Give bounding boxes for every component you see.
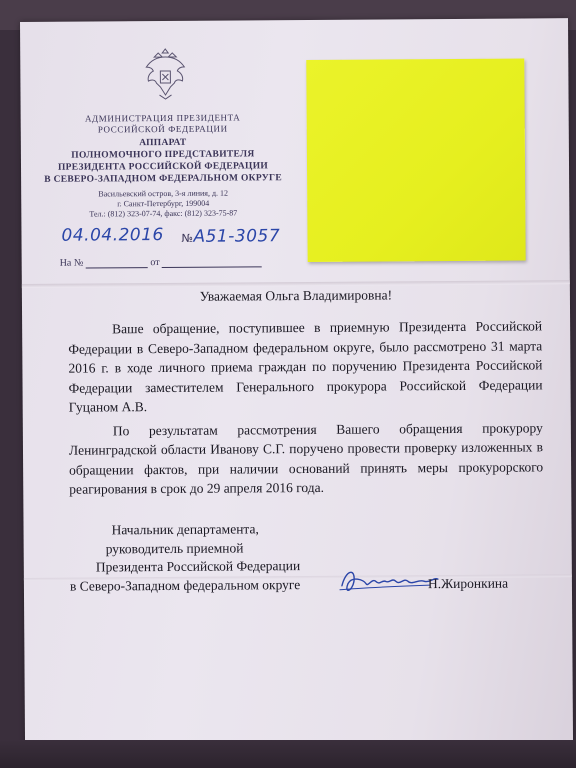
handwritten-date: 04.04.2016 xyxy=(61,225,164,246)
dept-line-4: В СЕВЕРО-ЗАПАДНОМ ФЕДЕРАЛЬНОМ ОКРУГЕ xyxy=(44,173,282,185)
letter-body xyxy=(68,316,543,503)
ref-from-label: от xyxy=(150,257,160,269)
letterhead xyxy=(43,112,284,220)
address-line-3: Тел.: (812) 323-07-74, факс: (812) 323-75-87 xyxy=(89,208,238,219)
address-line-2: г. Санкт-Петербург, 199004 xyxy=(117,198,210,209)
handwritten-number: А51-3057 xyxy=(193,226,281,247)
signer-title-3: Президента Российской Федерации xyxy=(95,558,301,575)
ref-label: На № xyxy=(59,257,84,269)
ref-number-blank xyxy=(86,257,148,268)
coat-of-arms-icon xyxy=(140,43,190,103)
address-line-1: Васильевский остров, 3-я линия, д. 12 xyxy=(98,188,229,199)
signature-block xyxy=(69,520,300,596)
dept-line-1: АППАРАТ xyxy=(139,137,187,149)
registration-number xyxy=(181,226,280,247)
background-bottom xyxy=(0,740,576,768)
signer-name: Н.Жиронкина xyxy=(427,575,509,592)
paragraph-1: Ваше обращение, поступившее в приемную Президента Российской Федерации в Северо-Западном федеральном округе, было рассмотрено 31 марта 2016 г. в ходе личного приема граждан по поручению Президента Российской Федерации заместителем Генерального прокурора Российской Федерации Гуцаном А.В. xyxy=(68,318,543,415)
dept-line-3: ПРЕЗИДЕНТА РОССИЙСКОЙ ФЕДЕРАЦИИ xyxy=(57,161,269,173)
signer-title-2: руководитель приемной xyxy=(105,539,244,556)
reference-line xyxy=(60,256,263,268)
paragraph-2: По результатам рассмотрения Вашего обращения прокурору Ленинградской области Иванову С.Г. поручено провести проверку изложенных в обращении фактов, при наличии оснований принять меры прокурорского реагирования в срок до 29 апреля 2016 года. xyxy=(68,419,544,497)
dept-line-2: ПОЛНОМОЧНОГО ПРЕДСТАВИТЕЛЯ xyxy=(71,149,255,161)
salutation: Уважаемая Ольга Владимировна! xyxy=(199,287,393,304)
letter-page xyxy=(20,18,573,768)
number-sign: № xyxy=(181,231,194,245)
signer-title-4: в Северо-Западном федеральном округе xyxy=(69,576,301,594)
ref-date-blank xyxy=(162,256,262,268)
org-line-1: АДМИНИСТРАЦИЯ ПРЕЗИДЕНТА xyxy=(84,112,241,124)
signer-title-1: Начальник департамента, xyxy=(111,521,259,538)
org-line-2: РОССИЙСКОЙ ФЕДЕРАЦИИ xyxy=(97,123,228,135)
sticky-note xyxy=(306,58,525,262)
